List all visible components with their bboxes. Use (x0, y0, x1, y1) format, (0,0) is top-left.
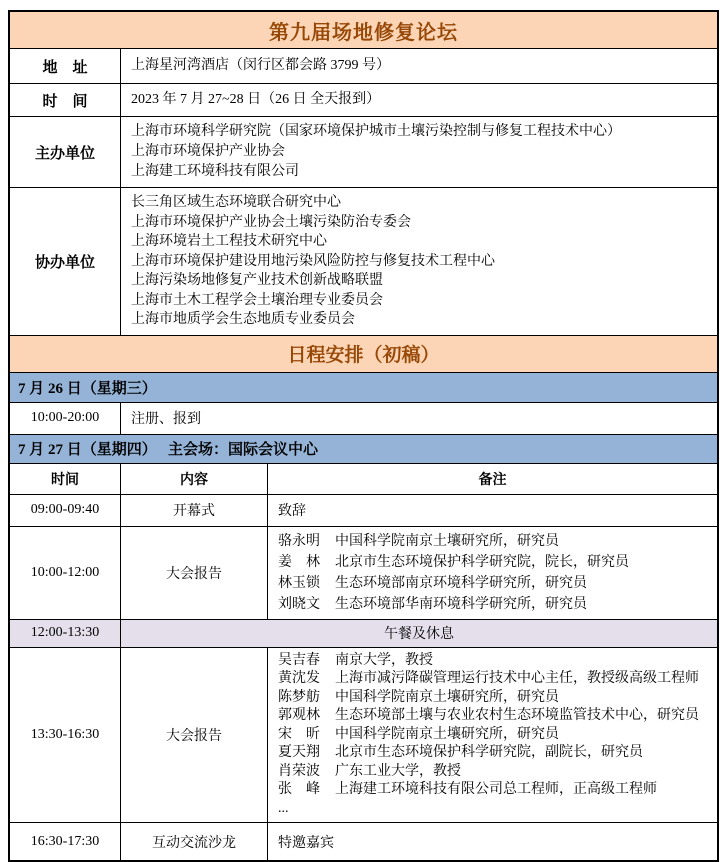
speaker-line (278, 744, 643, 763)
speaker-name: ... (278, 800, 289, 816)
morning-content: 大会报告 (120, 527, 267, 619)
cohost-line: 上海市环境保护产业协会土壤污染防治专委会 (131, 214, 411, 230)
speaker-line (278, 781, 657, 800)
cohost-list (120, 188, 717, 335)
speaker-line (278, 670, 699, 689)
speaker-name: 郭观林 (278, 708, 320, 723)
speaker-desc: 北京市生态环境保护科学研究院，院长，研究员 (335, 554, 629, 570)
speaker-desc: 北京市生态环境保护科学研究院，副院长，研究员 (335, 745, 643, 760)
cohost-row (10, 187, 717, 335)
time-label: 时 间 (42, 93, 88, 110)
salon-row (10, 822, 717, 860)
column-header-notes: 备注 (267, 464, 717, 494)
afternoon-time: 13:30-16:30 (30, 726, 100, 742)
speaker-desc: 中国科学院南京土壤研究所，研究员 (335, 726, 559, 742)
speaker-name: 刘晓文 (278, 596, 320, 612)
lunch-content: 午餐及休息 (120, 620, 717, 647)
time-value: 2023 年 7 月 27~28 日（26 日 全天报到） (131, 92, 381, 107)
day1-bar: 7 月 26 日（星期三） (10, 372, 717, 402)
speaker-desc: 上海建工环境科技有限公司总工程师，正高级工程师 (335, 782, 657, 797)
afternoon-reports-row (10, 647, 717, 823)
time-row (10, 83, 717, 116)
host-label: 主办单位 (34, 145, 95, 162)
speaker-desc: 生态环境部华南环境科学研究所，研究员 (335, 596, 587, 612)
speaker-desc: 生态环境部南京环境科学研究所，研究员 (335, 575, 587, 591)
host-row (10, 116, 717, 187)
speaker-line (278, 800, 335, 819)
speaker-line (278, 552, 629, 573)
speaker-line (278, 573, 587, 594)
time-value-cell (120, 84, 717, 116)
speaker-name: 宋 昕 (278, 726, 320, 742)
salon-time: 16:30-17:30 (30, 833, 100, 849)
cohost-line: 上海市环境保护建设用地污染风险防控与修复技术工程中心 (131, 253, 495, 269)
cohost-line: 上海污染场地修复产业技术创新战略联盟 (131, 273, 383, 288)
speaker-name: 肖荣波 (278, 763, 320, 779)
speaker-name: 骆永明 (278, 533, 320, 549)
lunch-time: 12:00-13:30 (30, 625, 100, 640)
speaker-name: 姜 林 (278, 554, 320, 570)
cohost-label: 协办单位 (34, 254, 95, 271)
host-line: 上海建工环境科技有限公司 (131, 164, 299, 179)
speaker-desc: 中国科学院南京土壤研究所，研究员 (335, 689, 559, 705)
registration-time: 10:00-20:00 (30, 410, 100, 425)
speaker-line (278, 594, 587, 615)
registration-content: 注册、报到 (120, 403, 717, 434)
speaker-line (278, 652, 433, 671)
afternoon-content: 大会报告 (120, 648, 267, 823)
day2-bar: 7 月 27 日（星期四） 主会场：国际会议中心 (10, 434, 717, 463)
opening-note: 致辞 (267, 495, 717, 526)
salon-content: 互动交流沙龙 (120, 823, 267, 860)
address-label: 地 址 (42, 59, 88, 76)
speaker-name: 张 峰 (278, 782, 320, 797)
cohost-line: 上海市土木工程学会土壤治理专业委员会 (131, 292, 383, 308)
cohost-line: 长三角区域生态环境联合研究中心 (131, 195, 341, 210)
afternoon-speaker-list (267, 648, 717, 823)
conference-schedule-table (8, 10, 719, 862)
cohost-line: 上海市地质学会生态地质专业委员会 (131, 312, 355, 327)
speaker-line (278, 726, 559, 745)
schedule-header-row (10, 335, 717, 372)
morning-speaker-list (267, 527, 717, 619)
forum-title-row (10, 12, 717, 48)
speaker-desc: 广东工业大学，教授 (335, 763, 461, 779)
address-row (10, 48, 717, 83)
morning-reports-row (10, 526, 717, 619)
speaker-desc: 上海市减污降碳管理运行技术中心主任，教授级高级工程师 (335, 671, 699, 686)
speaker-desc: 生态环境部土壤与农业农村生态环境监管技术中心，研究员 (335, 708, 699, 723)
opening-content: 开幕式 (120, 495, 267, 526)
speaker-desc: 中国科学院南京土壤研究所，研究员 (335, 533, 559, 549)
host-line: 上海市环境保护产业协会 (131, 144, 285, 159)
host-line: 上海市环境科学研究院（国家环境保护城市土壤污染控制与修复工程技术中心） (131, 124, 621, 139)
speaker-line (278, 689, 559, 708)
speaker-line (278, 531, 559, 552)
speaker-line (278, 763, 461, 782)
speaker-name: 吴吉春 (278, 652, 320, 668)
registration-row (10, 402, 717, 434)
speaker-line (278, 707, 699, 726)
opening-time: 09:00-09:40 (30, 502, 100, 517)
salon-note: 特邀嘉宾 (267, 823, 717, 860)
morning-time: 10:00-12:00 (30, 564, 100, 580)
lunch-row (10, 619, 717, 647)
speaker-name: 林玉锁 (278, 575, 320, 591)
schedule-column-header-row (10, 463, 717, 494)
speaker-name: 陈梦舫 (278, 689, 320, 705)
host-list (120, 117, 717, 187)
address-value: 上海星河湾酒店（闵行区都会路 3799 号） (131, 58, 390, 73)
cohost-line: 上海环境岩土工程技术研究中心 (131, 234, 327, 249)
address-value-cell (120, 49, 717, 83)
column-header-time: 时间 (51, 472, 79, 488)
opening-row (10, 494, 717, 526)
speaker-name: 夏天翔 (278, 745, 320, 760)
column-header-content: 内容 (120, 464, 267, 494)
speaker-name: 黄沈发 (278, 671, 320, 686)
forum-title: 第九届场地修复论坛 (269, 21, 458, 44)
schedule-header: 日程安排（初稿） (287, 345, 440, 366)
speaker-desc: 南京大学，教授 (335, 652, 433, 668)
